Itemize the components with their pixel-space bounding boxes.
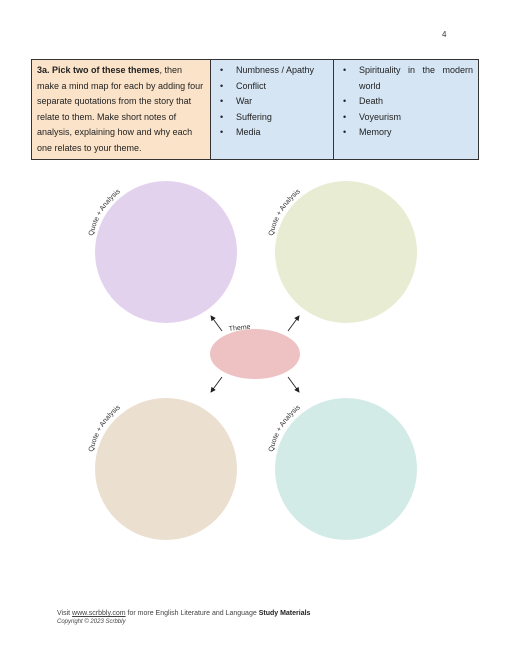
- footer: [57, 609, 310, 627]
- footer-middle-text: for more English Literature and Language: [125, 610, 259, 617]
- copyright: Copyright © 2023 Scrbbly: [57, 619, 126, 625]
- theme-item: • Spirituality in the modern world: [353, 63, 473, 94]
- arrow-to-bottom-left: [211, 377, 222, 392]
- theme-item: • Voyeurism: [353, 110, 473, 126]
- quote-circle-bottom-left[interactable]: [95, 398, 237, 540]
- circle-label-top-left: Quote + Analysis: [88, 188, 122, 237]
- arrow-to-bottom-right: [288, 377, 299, 392]
- footer-line: [57, 609, 310, 618]
- task-heading: 3a. Pick two of these themes: [37, 65, 160, 75]
- theme-item: • Numbness / Apathy: [230, 63, 328, 79]
- quote-circle-top-right[interactable]: [275, 181, 417, 323]
- circle-label-bottom-left: Quote + Analysis: [88, 404, 122, 453]
- circle-label-bottom-right: Quote + Analysis: [268, 404, 302, 453]
- quote-circle-top-left[interactable]: [95, 181, 237, 323]
- theme-label: Theme: [228, 323, 251, 333]
- page-number: 4: [442, 30, 447, 39]
- theme-item: • Media: [230, 125, 328, 141]
- theme-item: • Conflict: [230, 79, 328, 95]
- arrow-to-top-left: [211, 316, 222, 331]
- arrow-to-top-right: [288, 316, 299, 331]
- theme-item: • Death: [353, 94, 473, 110]
- circle-label-top-right: Quote + Analysis: [268, 188, 302, 237]
- theme-item: • Suffering: [230, 110, 328, 126]
- site-link[interactable]: www.scrbbly.com: [72, 610, 126, 617]
- footer-bold-text: Study Materials: [258, 610, 311, 617]
- theme-item: • Memory: [353, 125, 473, 141]
- theme-item: • War: [230, 94, 328, 110]
- task-body: , then make a mind map for each by adding four separate quotations from the story that relate to them. Make short notes of analysis, explaining how and why each one relates to your theme.: [37, 65, 204, 153]
- quote-circle-bottom-right[interactable]: [275, 398, 417, 540]
- footer-visit-text: Visit: [57, 610, 73, 617]
- theme-ellipse[interactable]: [210, 329, 300, 379]
